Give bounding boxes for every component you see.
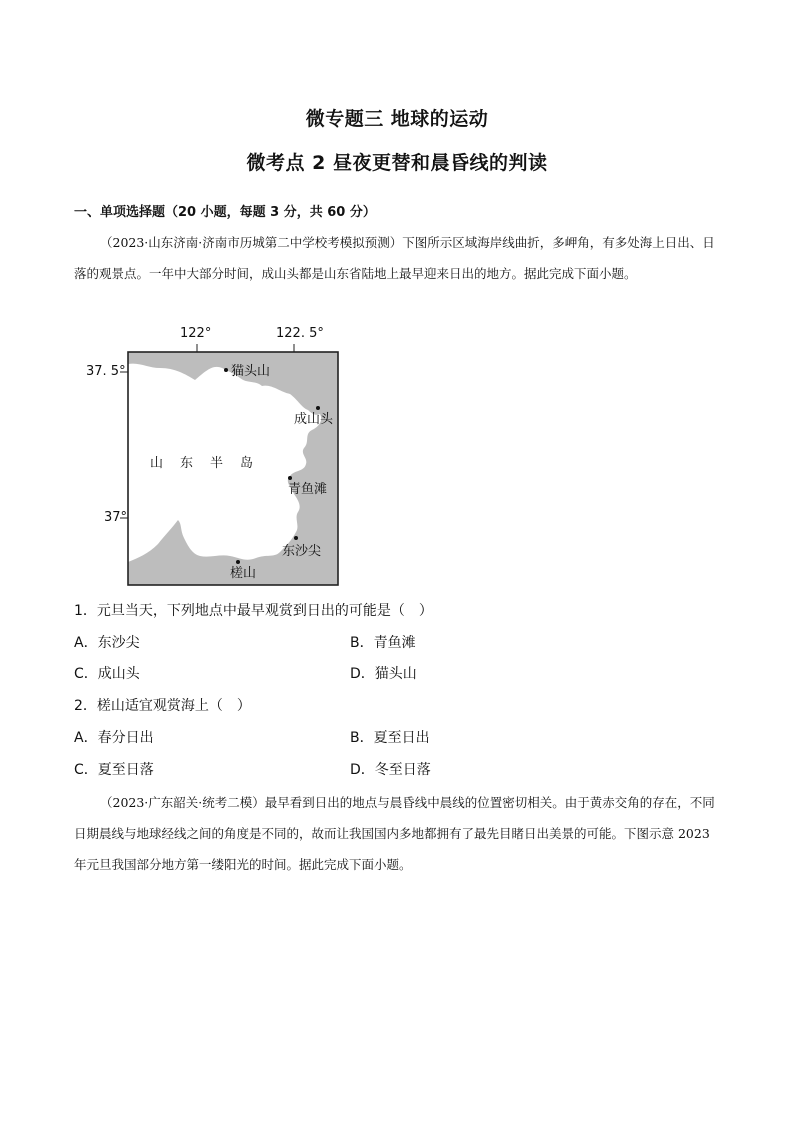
passage-1: [74, 227, 722, 289]
passage-2: [74, 787, 722, 880]
place-chashan: 槎山: [230, 566, 257, 581]
q1-option-a[interactable]: A．东沙尖: [74, 635, 140, 651]
q1-option-b[interactable]: B．青鱼滩: [350, 635, 416, 651]
section-heading: 一、单项选择题（20 小题，每题 3 分，共 60 分）: [74, 205, 376, 220]
passage-1-text: （2023·山东济南·济南市历城第二中学校考模拟预测）下图所示区域海岸线曲折，多岬角，有多处海上日出、日落的观景点。一年中大部分时间，成山头都是山东省陆地上最早迎来日出的地方。据此完成下面小题。: [74, 235, 715, 281]
passage-2-text: （2023·广东韶关·统考二模）最早看到日出的地点与晨昏线中晨线的位置密切相关。由于黄赤交角的存在，不同日期晨线与地球经线之间的角度是不同的，故而让我国国内多地都拥有了最先目睹日出美景的可能。下图示意 2023 年元旦我国部分地方第一缕阳光的时间。据此完成下面小题。: [74, 795, 715, 872]
page-title: 微专题三 地球的运动: [305, 108, 489, 130]
page-subtitle: 微考点 2 昼夜更替和晨昏线的判读: [246, 152, 548, 174]
place-maotoushan: 猫头山: [231, 364, 271, 379]
lat-label-37: 37°: [104, 510, 128, 525]
lon-label-122-5: 122. 5°: [276, 326, 324, 341]
question-2-stem: 2．槎山适宜观赏海上（ ）: [74, 698, 251, 714]
lon-label-122: 122°: [180, 326, 212, 341]
question-1-stem: 1．元旦当天，下列地点中最早观赏到日出的可能是（ ）: [74, 603, 433, 619]
q2-option-b[interactable]: B．夏至日出: [350, 730, 430, 746]
place-chengshantou: 成山头: [294, 412, 334, 427]
q1-option-d[interactable]: D．猫头山: [350, 666, 417, 682]
q2-option-a[interactable]: A．春分日出: [74, 730, 154, 746]
lat-label-37-5: 37. 5°: [86, 364, 126, 379]
place-dongshajian: 东沙尖: [282, 544, 322, 559]
maotoushan-dot: [224, 368, 228, 372]
place-qingyutan: 青鱼滩: [288, 482, 328, 497]
q2-option-c[interactable]: C．夏至日落: [74, 762, 154, 778]
region-label: 山 东 半 岛: [150, 456, 256, 471]
shandong-peninsula-map: [80, 322, 360, 592]
q1-option-c[interactable]: C．成山头: [74, 666, 140, 682]
q2-option-d[interactable]: D．冬至日落: [350, 762, 431, 778]
